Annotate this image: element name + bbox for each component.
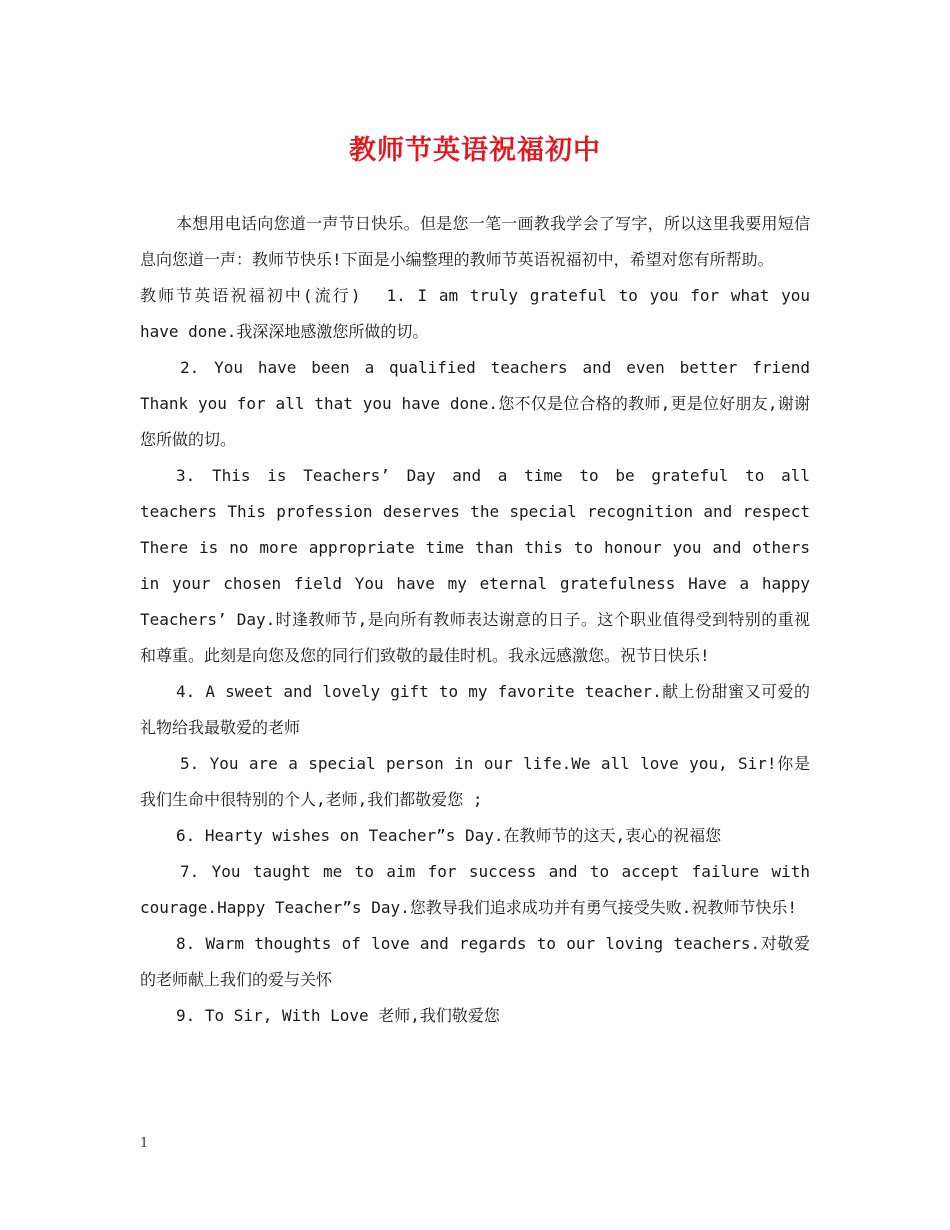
page-number: 1 (140, 1136, 149, 1151)
document-title: 教师节英语祝福初中 (349, 135, 601, 166)
intro-paragraph: 本想用电话向您道一声节日快乐。但是您一笔一画教我学会了写字，所以这里我要用短信息向您道一声：教师节快乐!下面是小编整理的教师节英语祝福初中，希望对您有所帮助。 (140, 214, 810, 269)
item-7: 7. You taught me to aim for success and to accept failure with courage.Happy Teacher”s Day.您教导我们追求成功并有勇气接受失败.祝教师节快乐! (140, 862, 810, 917)
item-3: 3. This is Teachers’ Day and a time to be grateful to all teachers This profession deserves the special recognition and respect There is no more appropriate time than this to honour you and others in your chosen field You have my eternal gratefulness Have a happy Teachers’ Day.时逢教师节,是向所有教师表达谢意的日子。这个职业值得受到特别的重视和尊重。此刻是向您及您的同行们致敬的最佳时机。我永远感激您。祝节日快乐! (140, 466, 810, 665)
item-4: 4. A sweet and lovely gift to my favorite teacher.献上份甜蜜又可爱的礼物给我最敬爱的老师 (140, 682, 810, 737)
item-1: 1. I am truly grateful to you for what you have done.我深深地感激您所做的切。 (140, 286, 810, 341)
item-5: 5. You are a special person in our life.We all love you, Sir!你是我们生命中很特别的个人,老师,我们都敬爱您 ; (140, 754, 810, 809)
item-8: 8. Warm thoughts of love and regards to our loving teachers.对敬爱的老师献上我们的爱与关怀 (140, 934, 810, 989)
item-2: 2. You have been a qualified teachers and even better friend Thank you for all that you have done.您不仅是位合格的教师,更是位好朋友,谢谢您所做的切。 (140, 358, 810, 449)
item-6: 6. Hearty wishes on Teacher”s Day.在教师节的这天,衷心的祝福您 (176, 826, 722, 845)
section-heading: 教师节英语祝福初中(流行) (140, 286, 361, 305)
document-body (140, 206, 810, 1034)
first-item-paragraph (140, 278, 810, 350)
item-9: 9. To Sir, With Love 老师,我们敬爱您 (176, 1006, 500, 1025)
